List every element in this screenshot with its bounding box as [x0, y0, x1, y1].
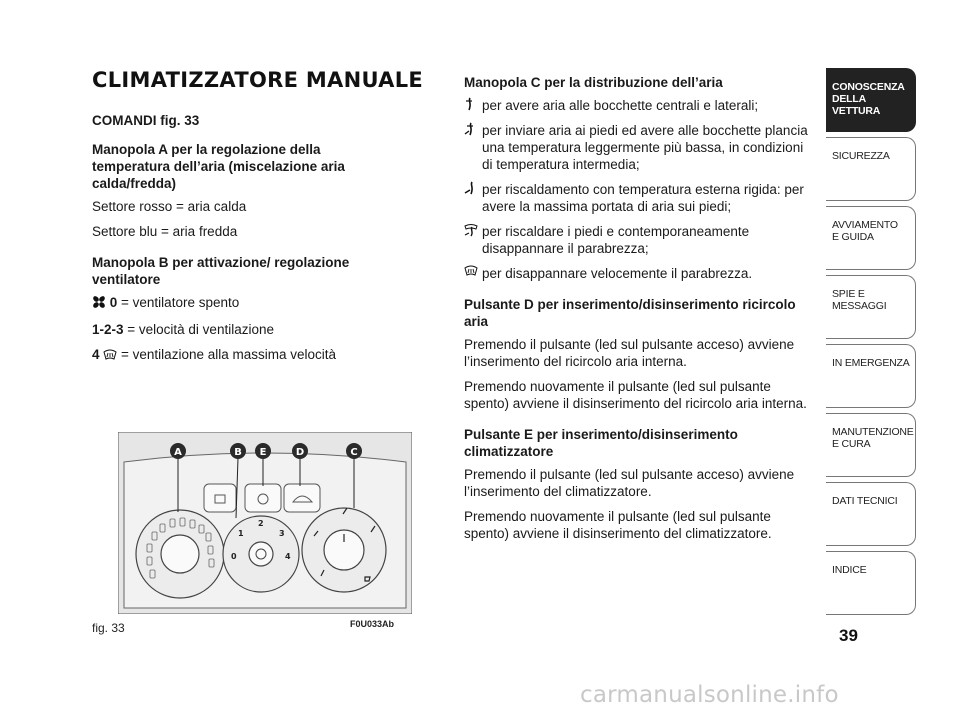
knob-a-heading: Manopola A per la regolazione della temperatura dell’aria (miscelazione aria calda/fredda) — [92, 142, 345, 191]
label-e: E — [259, 447, 267, 458]
air-face-icon — [464, 97, 479, 116]
fan-speed-row — [92, 321, 402, 338]
fan-max-text: = ventilazione alla massima velocità — [117, 347, 337, 362]
tab-in-emergenza[interactable]: IN EMERGENZA — [826, 344, 916, 408]
air-feet-windscreen-icon — [464, 223, 479, 242]
button-d-heading: Pulsante D per inserimento/disinserimento ricircolo aria — [464, 297, 796, 329]
distribution-text-feet: per riscaldamento con temperatura esterna rigida: per avere la massima portata di aria sui piedi; — [482, 182, 804, 214]
button-d-paragraph-1: Premendo il pulsante (led sul pulsante acceso) avviene l’inserimento del ricircolo aria interna. — [464, 337, 795, 369]
fan-speed-text: = velocità di ventilazione — [123, 322, 274, 337]
fan-number-4: 4 — [285, 552, 291, 561]
tab-conoscenza-della-vettura[interactable]: CONOSCENZA DELLA VETTURA — [826, 68, 916, 132]
fan-off-text: = ventilatore spento — [117, 295, 240, 310]
distribution-text-face: per avere aria alle bocchette centrali e laterali; — [482, 98, 759, 113]
panel-button-left — [204, 484, 236, 512]
panel-button-e — [245, 484, 281, 512]
button-d-paragraph-2: Premendo nuovamente il pulsante (led sul pulsante spento) avviene il disinserimento del ricircolo aria interna. — [464, 379, 807, 411]
knob-c-heading: Manopola C per la distribuzione dell’aria — [464, 75, 723, 90]
label-d: D — [295, 447, 305, 458]
tab-avviamento-e-guida[interactable]: AVVIAMENTO E GUIDA — [826, 206, 916, 270]
knob-a-red-text: Settore rosso = aria calda — [92, 199, 247, 214]
air-feet-icon — [464, 181, 479, 200]
knob-a-center — [161, 535, 199, 573]
defrost-icon — [103, 348, 117, 365]
fan-icon — [92, 295, 106, 313]
panel-button-d — [284, 484, 320, 512]
windscreen-defrost-icon — [464, 265, 479, 282]
figure-caption: fig. 33 — [92, 621, 125, 635]
distribution-item-face — [464, 97, 809, 114]
fan-off-row — [92, 294, 402, 313]
distribution-text-windscreen: per disappannare velocemente il parabrezza. — [482, 266, 753, 281]
page-title: CLIMATIZZATORE MANUALE — [92, 68, 424, 92]
page-number: 39 — [839, 626, 858, 645]
fan-off-key: 0 — [109, 295, 118, 310]
fan-max-key: 4 — [92, 347, 100, 362]
distribution-text-face-feet: per inviare aria ai piedi ed avere alle bocchette plancia una temperatura leggermente più bassa, in condizioni di temperatura intermedia; — [482, 123, 808, 172]
button-e-heading: Pulsante E per inserimento/disinserimento climatizzatore — [464, 427, 738, 459]
air-face-feet-icon — [464, 122, 479, 141]
label-c: C — [350, 447, 358, 458]
label-b: B — [234, 447, 242, 458]
distribution-item-feet-windscreen — [464, 223, 809, 257]
button-e-paragraph-1: Premendo il pulsante (led sul pulsante acceso) avviene l’inserimento del climatizzatore. — [464, 467, 795, 499]
tab-sicurezza[interactable]: SICUREZZA — [826, 137, 916, 201]
watermark: carmanualsonline.info — [580, 682, 839, 708]
figure-code: F0U033Ab — [350, 619, 395, 629]
fan-speed-key: 1-2-3 — [92, 322, 124, 337]
knob-a-blue-text: Settore blu = aria fredda — [92, 224, 238, 239]
distribution-text-feet-windscreen: per riscaldare i piedi e contemporaneamente disappannare il parabrezza; — [482, 224, 750, 256]
climate-panel-drawing — [118, 432, 412, 614]
tab-spie-e-messaggi[interactable]: SPIE E MESSAGGI — [826, 275, 916, 339]
fan-number-0: 0 — [231, 552, 237, 561]
knob-b-center — [249, 542, 273, 566]
distribution-item-windscreen — [464, 265, 809, 282]
climate-control-figure — [118, 432, 412, 614]
distribution-item-face-feet — [464, 122, 809, 173]
fan-max-row — [92, 346, 402, 365]
tab-indice[interactable]: INDICE — [826, 551, 916, 615]
fan-number-1: 1 — [238, 529, 244, 538]
comandi-heading: COMANDI fig. 33 — [92, 113, 200, 128]
label-a: A — [174, 447, 182, 458]
left-column — [92, 112, 402, 373]
distribution-item-feet — [464, 181, 809, 215]
knob-b-heading: Manopola B per attivazione/ regolazione ventilatore — [92, 255, 350, 287]
fan-number-2: 2 — [258, 519, 264, 528]
tab-manutenzione-e-cura[interactable]: MANUTENZIONE E CURA — [826, 413, 916, 477]
fan-number-3: 3 — [279, 529, 285, 538]
right-column — [464, 74, 809, 550]
button-e-paragraph-2: Premendo nuovamente il pulsante (led sul pulsante spento) avviene il disinserimento del climatizzatore. — [464, 509, 772, 541]
tab-dati-tecnici[interactable]: DATI TECNICI — [826, 482, 916, 546]
